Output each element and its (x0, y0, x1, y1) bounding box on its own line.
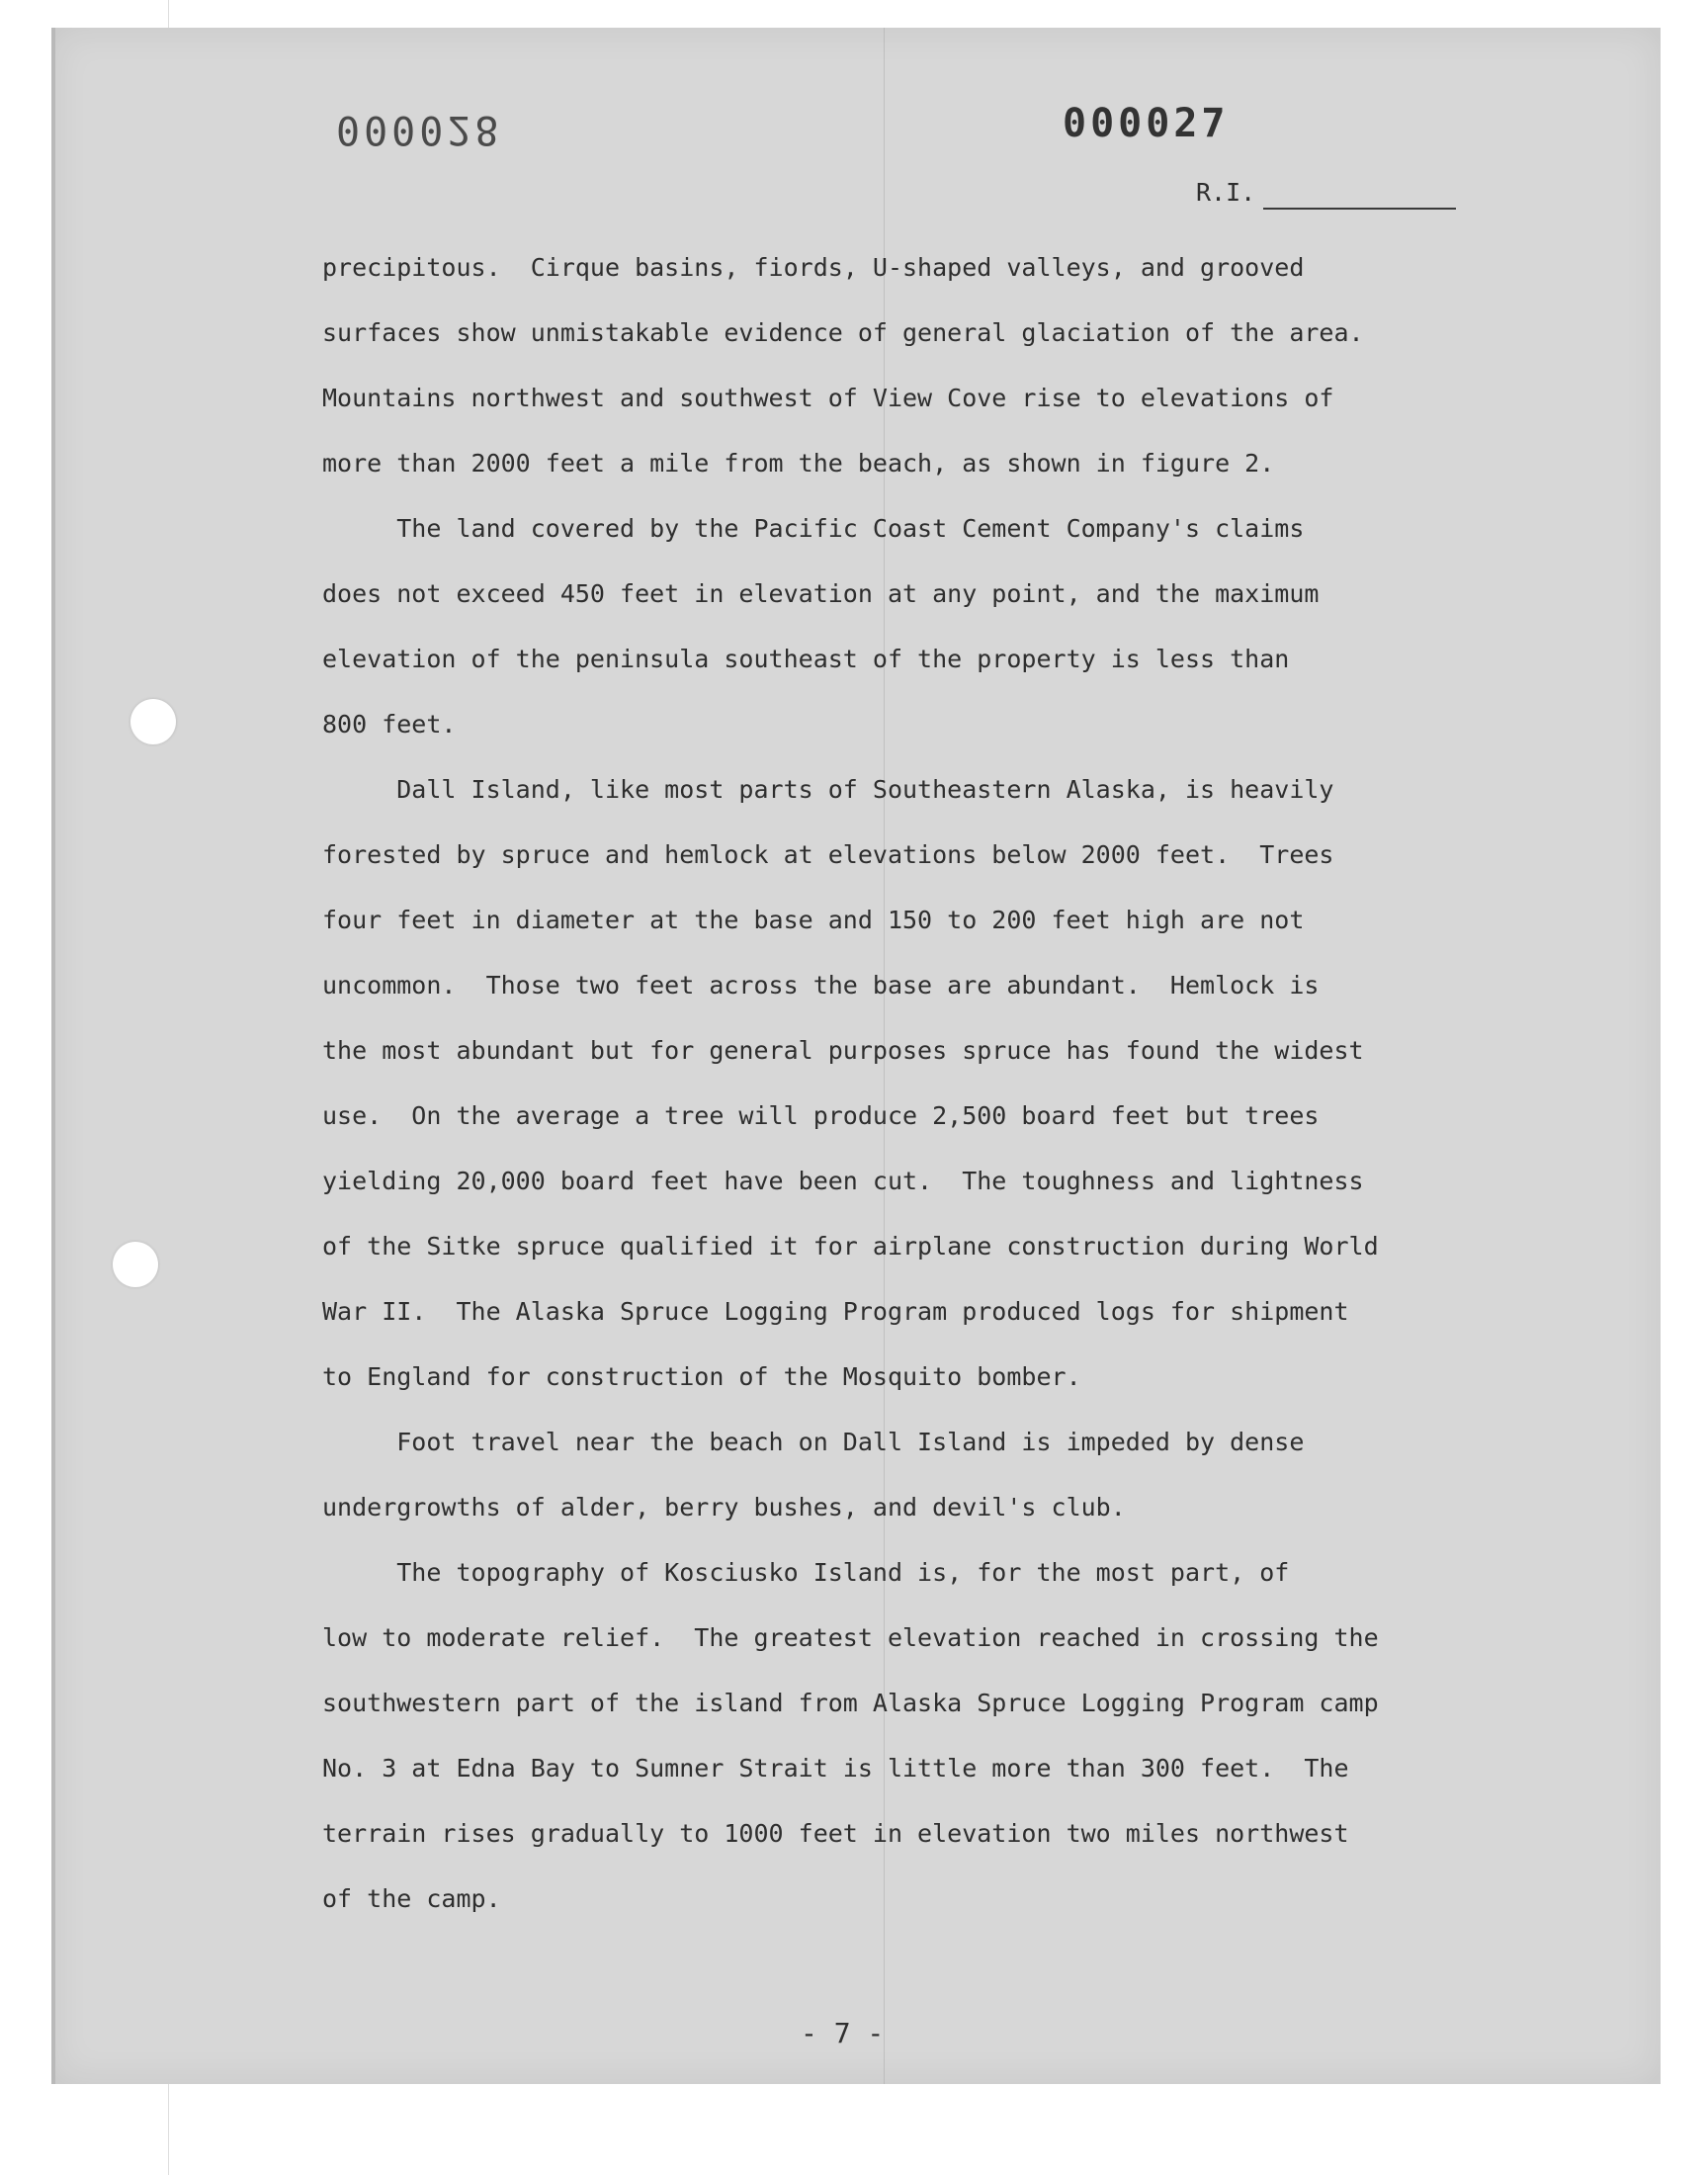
text-line: of the Sitke spruce qualified it for airplane construction during World (322, 1232, 1379, 1261)
text-line: War II. The Alaska Spruce Logging Program produced logs for shipment (322, 1297, 1349, 1326)
text-line: Dall Island, like most parts of Southeastern Alaska, is heavily (322, 775, 1334, 804)
punch-hole-bottom (113, 1242, 158, 1287)
text-line: No. 3 at Edna Bay to Sumner Strait is little more than 300 feet. The (322, 1754, 1349, 1783)
document-stamp-number: 000027 (1063, 101, 1230, 146)
page-number: - 7 - (801, 2017, 885, 2049)
text-line: The topography of Kosciusko Island is, for the most part, of (322, 1558, 1290, 1587)
punch-hole-top (130, 699, 176, 744)
text-line: more than 2000 feet a mile from the beach, as shown in figure 2. (322, 449, 1275, 478)
text-line: elevation of the peninsula southeast of the property is less than (322, 645, 1290, 673)
text-line: Mountains northwest and southwest of View Cove rise to elevations of (322, 384, 1334, 412)
text-line: southwestern part of the island from Alaska Spruce Logging Program camp (322, 1689, 1379, 1717)
text-line: undergrowths of alder, berry bushes, and devil's club. (322, 1493, 1126, 1522)
text-line: precipitous. Cirque basins, fiords, U-shaped valleys, and grooved (322, 253, 1305, 282)
text-line: does not exceed 450 feet in elevation at any point, and the maximum (322, 579, 1320, 608)
text-line: use. On the average a tree will produce 2,500 board feet but trees (322, 1101, 1320, 1130)
ri-blank-line (1263, 208, 1456, 210)
text-line: Foot travel near the beach on Dall Island is impeded by dense (322, 1428, 1305, 1456)
ri-label: R.I. (1196, 178, 1256, 207)
text-line: to England for construction of the Mosquito bomber. (322, 1362, 1081, 1391)
text-line: uncommon. Those two feet across the base are abundant. Hemlock is (322, 971, 1320, 1000)
bleed-through-stamp-number: 000028 (336, 107, 503, 152)
text-line: low to moderate relief. The greatest elevation reached in crossing the (322, 1623, 1379, 1652)
text-line: The land covered by the Pacific Coast Cement Company's claims (322, 514, 1305, 543)
text-line: terrain rises gradually to 1000 feet in elevation two miles northwest (322, 1819, 1349, 1848)
text-line: yielding 20,000 board feet have been cut. The toughness and lightness (322, 1167, 1364, 1195)
text-line: the most abundant but for general purposes spruce has found the widest (322, 1036, 1364, 1065)
paper-edge (51, 28, 55, 2084)
text-line: surfaces show unmistakable evidence of general glaciation of the area. (322, 318, 1364, 347)
text-line: forested by spruce and hemlock at elevations below 2000 feet. Trees (322, 840, 1334, 869)
body-text (322, 235, 1508, 1932)
text-line: four feet in diameter at the base and 150 to 200 feet high are not (322, 906, 1305, 934)
text-line: 800 feet. (322, 710, 457, 739)
text-line: of the camp. (322, 1884, 501, 1913)
